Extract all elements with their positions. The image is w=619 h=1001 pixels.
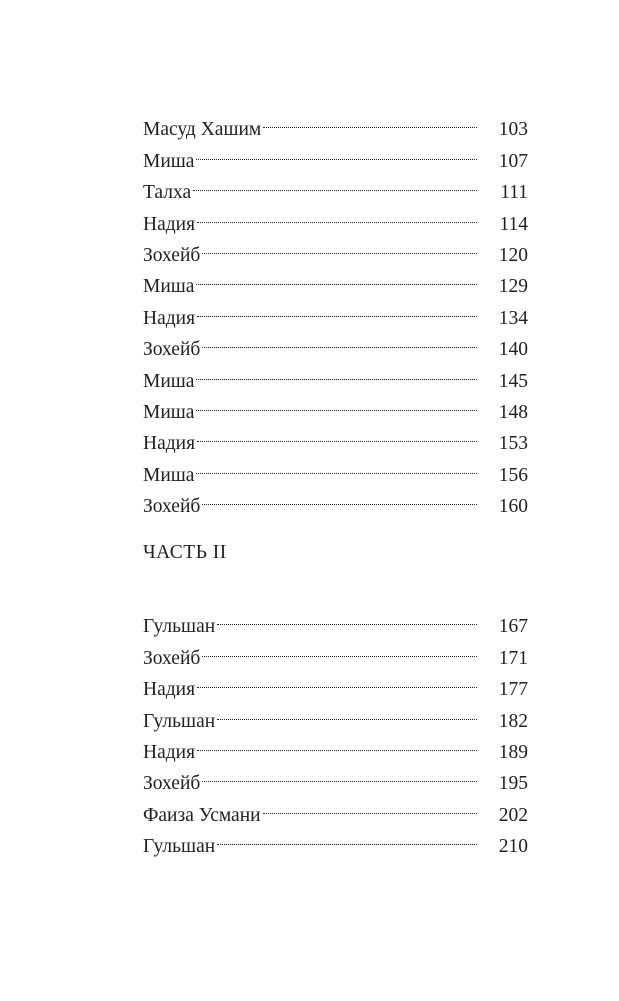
toc-entry-page: 111 xyxy=(500,182,528,204)
toc-entry-name: Зохейб xyxy=(143,647,201,669)
toc-entry xyxy=(143,418,528,455)
toc-entry-name: Миша xyxy=(143,150,195,172)
toc-entry-name: Надия xyxy=(143,213,196,235)
toc-entry-name: Гульшан xyxy=(143,710,216,732)
toc-entry-page: 120 xyxy=(498,244,528,266)
toc-entry xyxy=(143,292,528,329)
toc-entry-name: Надия xyxy=(143,307,196,329)
toc-entry-name: Масуд Хашим xyxy=(143,119,262,141)
dot-leader xyxy=(196,387,477,418)
toc-entry xyxy=(143,601,528,638)
toc-entry xyxy=(143,664,528,701)
dot-leader xyxy=(202,632,477,663)
toc-entry-page: 156 xyxy=(498,464,528,486)
toc-entry xyxy=(143,324,528,361)
toc-entry-name: Миша xyxy=(143,464,195,486)
toc-entry-name: Надия xyxy=(143,741,196,763)
toc-entry xyxy=(143,449,528,486)
toc-entry-page: 171 xyxy=(498,647,528,669)
toc-entry-name: Миша xyxy=(143,370,195,392)
toc-entry-page: 148 xyxy=(498,401,528,423)
dot-leader xyxy=(202,324,477,355)
toc-entry-name: Зохейб xyxy=(143,244,201,266)
toc-entry-page: 145 xyxy=(498,370,528,392)
toc-entry xyxy=(143,481,528,518)
toc-entry xyxy=(143,355,528,392)
toc-entry-name: Фаиза Усмани xyxy=(143,804,261,826)
dot-leader xyxy=(197,292,477,323)
toc-entry-name: Миша xyxy=(143,401,195,423)
toc-entry xyxy=(143,104,528,141)
toc-entry-page: 107 xyxy=(498,150,528,172)
dot-leader xyxy=(217,821,477,852)
dot-leader xyxy=(196,135,477,166)
toc-entry-name: Зохейб xyxy=(143,339,201,361)
toc-entry-page: 153 xyxy=(498,433,528,455)
dot-leader xyxy=(197,198,477,229)
dot-leader xyxy=(202,481,477,512)
toc-entry-name: Надия xyxy=(143,433,196,455)
toc-entry xyxy=(143,727,528,763)
dot-leader xyxy=(193,167,477,198)
toc-entry-name: Гульшан xyxy=(143,836,216,858)
toc-entry-page: 140 xyxy=(498,339,528,361)
toc-entry-page: 167 xyxy=(498,616,528,638)
toc-entry-page: 114 xyxy=(499,213,528,235)
toc-entry-name: Талха xyxy=(143,182,192,204)
toc-entry-page: 160 xyxy=(498,496,528,518)
dot-leader xyxy=(202,230,477,261)
dot-leader xyxy=(197,418,477,449)
dot-leader xyxy=(196,449,477,480)
toc-list-second xyxy=(143,601,528,858)
toc-entry xyxy=(143,758,528,795)
dot-leader xyxy=(197,727,477,758)
toc-entry xyxy=(143,230,528,266)
toc-entry-page: 182 xyxy=(498,710,528,732)
toc-entry xyxy=(143,387,528,423)
toc-entry xyxy=(143,167,528,204)
toc-entry xyxy=(143,198,528,235)
part-heading: ЧАСТЬ II xyxy=(143,542,227,563)
toc-entry-page: 189 xyxy=(498,741,528,763)
dot-leader xyxy=(263,789,477,820)
dot-leader xyxy=(217,601,477,632)
toc-entry-page: 177 xyxy=(498,679,528,701)
toc-entry-page: 202 xyxy=(498,804,528,826)
dot-leader xyxy=(197,664,477,695)
toc-entry xyxy=(143,135,528,172)
dot-leader xyxy=(263,104,477,135)
toc-entry xyxy=(143,789,528,826)
toc-entry-name: Надия xyxy=(143,679,196,701)
toc-list-first xyxy=(143,104,528,518)
toc-entry xyxy=(143,695,528,732)
toc-entry-page: 134 xyxy=(498,307,528,329)
toc-entry-name: Зохейб xyxy=(143,773,201,795)
dot-leader xyxy=(217,695,477,726)
dot-leader xyxy=(202,758,477,789)
toc-entry-page: 195 xyxy=(498,773,528,795)
toc-entry-page: 129 xyxy=(498,276,528,298)
toc-entry-name: Зохейб xyxy=(143,496,201,518)
toc-entry-page: 103 xyxy=(498,119,528,141)
dot-leader xyxy=(196,355,477,386)
toc-entry-name: Миша xyxy=(143,276,195,298)
toc-entry-name: Гульшан xyxy=(143,616,216,638)
toc-entry-page: 210 xyxy=(498,836,528,858)
dot-leader xyxy=(196,261,477,292)
toc-entry xyxy=(143,261,528,298)
